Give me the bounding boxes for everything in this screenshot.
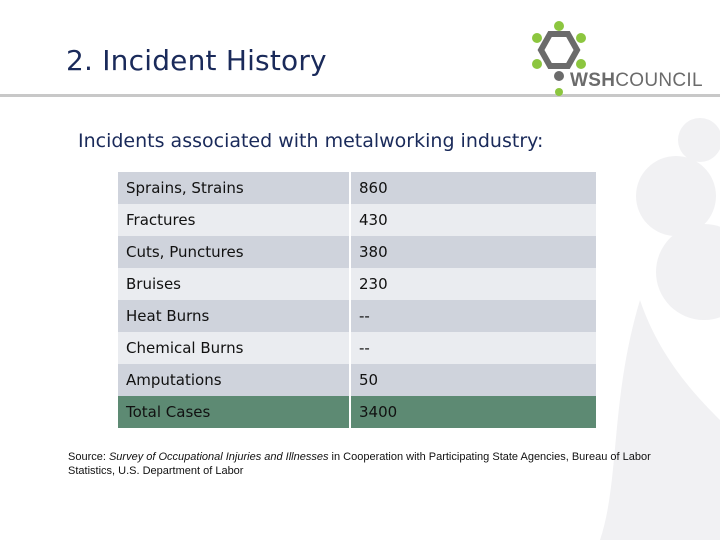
incidents-table (118, 172, 598, 428)
source-survey-title: Survey of Occupational Injuries and Illnesses (108, 451, 329, 463)
row-value: 230 (350, 268, 597, 300)
table-row (118, 332, 597, 364)
table-row (118, 300, 597, 332)
table-row (118, 364, 597, 396)
row-value: 430 (350, 204, 597, 236)
row-label: Sprains, Strains (118, 172, 350, 204)
source-citation (68, 450, 668, 478)
row-label: Cuts, Punctures (118, 236, 350, 268)
table-row (118, 236, 597, 268)
row-label: Heat Burns (118, 300, 350, 332)
section-subtitle: Incidents associated with metalworking industry: (78, 130, 544, 152)
row-label: Bruises (118, 268, 350, 300)
row-label: Amputations (118, 364, 350, 396)
row-value: -- (350, 332, 597, 364)
row-value: -- (350, 300, 597, 332)
table-row (118, 172, 597, 204)
logo-text-regular: COUNCIL (615, 70, 703, 91)
table-row (118, 204, 597, 236)
row-value: 380 (350, 236, 597, 268)
row-value: 860 (350, 172, 597, 204)
source-prefix: Source: (68, 451, 109, 463)
page-title: 2. Incident History (66, 44, 327, 77)
row-label: Fractures (118, 204, 350, 236)
row-value: 50 (350, 364, 597, 396)
total-value: 3400 (350, 396, 597, 428)
logo-text-bold: WSH (570, 70, 616, 91)
source-suffix: in Cooperation with Participating State Agencies, Bureau of Labor Statistics, U.S. Department of Labor (68, 451, 651, 477)
logo-wordmark (570, 70, 703, 92)
table-row (118, 268, 597, 300)
row-label: Chemical Burns (118, 332, 350, 364)
table-total-row (118, 396, 597, 428)
total-label: Total Cases (118, 396, 350, 428)
